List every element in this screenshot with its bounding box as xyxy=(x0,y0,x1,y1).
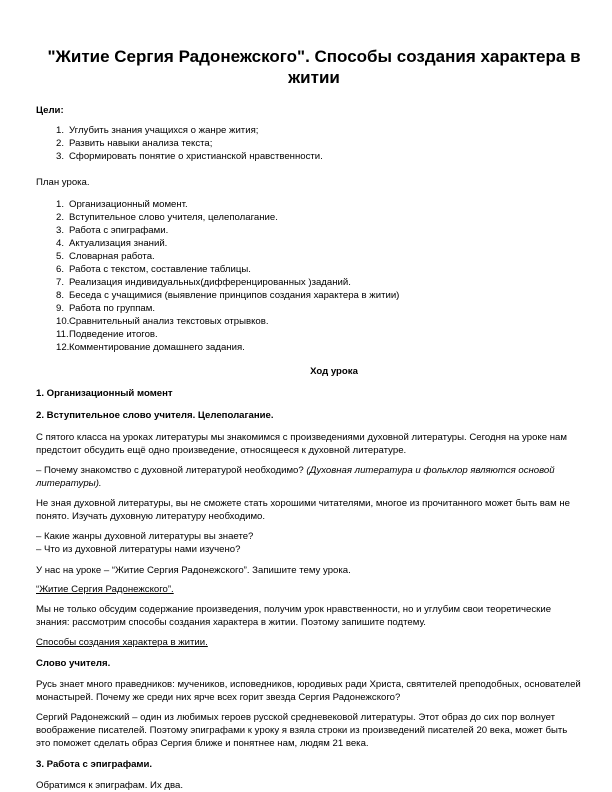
list-item-text: Работа по группам. xyxy=(69,303,156,314)
list-item-number: 1. xyxy=(56,199,65,210)
list-item-text: Организационный момент. xyxy=(69,199,188,210)
list-item-number: 3. xyxy=(56,151,65,162)
paragraph xyxy=(36,464,582,490)
list-item-number: 7. xyxy=(56,277,65,288)
list-item-number: 4. xyxy=(56,238,65,249)
list-item xyxy=(36,224,582,237)
list-item xyxy=(36,328,582,341)
paragraph: С пятого класса на уроках литературы мы знакомимся с произведениями духовной литературы. Сегодня на уроке нам предстоит обсудить ещё одно произведение, относящееся к духовной литературе. xyxy=(36,432,567,456)
list-item xyxy=(36,263,582,276)
list-item-text: Работа с текстом, составление таблицы. xyxy=(69,264,251,275)
list-item-number: 9. xyxy=(56,303,65,314)
lesson-topic: “Житие Сергия Радонежского”. xyxy=(36,584,174,595)
list-item-number: 6. xyxy=(56,264,65,275)
list-item xyxy=(36,289,582,302)
list-item xyxy=(36,211,582,224)
list-item-text: Работа с эпиграфами. xyxy=(69,225,169,236)
question-text: – Что из духовной литературы нами изучено? xyxy=(36,544,241,555)
paragraph: Обратимся к эпиграфам. Их два. xyxy=(36,780,184,791)
list-item xyxy=(36,302,582,315)
list-item-text: Актуализация знаний. xyxy=(69,238,168,249)
list-item-number: 10. xyxy=(56,316,70,327)
list-item-text: Сформировать понятие о христианской нравственности. xyxy=(69,151,323,162)
document-page xyxy=(36,46,582,792)
paragraph: Сергий Радонежский – один из любимых героев русской средневековой литературы. Этот образ до сих пор волнует воображение писателей. Поэтому эпиграфами к уроку я взяла строки из произведений писателей 20 века, может быть это поможет сделать образ Сергия ближе и понятнее нам, людям 21 века. xyxy=(36,712,568,749)
plan-label: План урока. xyxy=(36,177,90,188)
lesson-subtopic: Способы создания характера в житии. xyxy=(36,637,208,648)
section-heading: 3. Работа с эпиграфами. xyxy=(36,759,153,770)
list-item-text: Развить навыки анализа текста; xyxy=(69,138,213,149)
goals-label: Цели: xyxy=(36,105,64,116)
paragraph: Мы не только обсудим содержание произведения, получим урок нравственности, но и углубим свои теоретические знания: рассмотрим способы создания характера в житии. Поэтому запишите подтему. xyxy=(36,604,552,628)
document-title: "Житие Сергия Радонежского". Способы создания характера в житии xyxy=(47,47,581,87)
answer-text: (Духовная литература и фольклор являются основой литературы). xyxy=(36,465,555,489)
question-text: – Почему знакомство с духовной литературой необходимо? xyxy=(36,465,307,476)
list-item xyxy=(36,124,582,137)
list-item-text: Вступительное слово учителя, целеполагание. xyxy=(69,212,278,223)
list-item-text: Словарная работа. xyxy=(69,251,155,262)
goals-list xyxy=(36,124,582,163)
list-item xyxy=(36,237,582,250)
list-item-number: 1. xyxy=(56,125,65,136)
list-item xyxy=(36,276,582,289)
course-heading: Ход урока xyxy=(310,366,358,377)
paragraph: У нас на уроке – “Житие Сергия Радонежского”. Запишите тему урока. xyxy=(36,565,351,576)
section-heading: 2. Вступительное слово учителя. Целеполагание. xyxy=(36,410,274,421)
list-item-text: Углубить знания учащихся о жанре жития; xyxy=(69,125,259,136)
list-item-number: 12. xyxy=(56,342,70,353)
list-item xyxy=(36,341,582,354)
list-item xyxy=(36,250,582,263)
list-item-text: Реализация индивидуальных(дифференцированных )заданий. xyxy=(69,277,351,288)
list-item-number: 5. xyxy=(56,251,65,262)
list-item xyxy=(36,198,582,211)
list-item-number: 11. xyxy=(56,329,69,340)
list-item xyxy=(36,315,582,328)
list-item-text: Комментирование домашнего задания. xyxy=(69,342,245,353)
list-item-number: 3. xyxy=(56,225,65,236)
plan-list xyxy=(36,198,582,354)
paragraph: Русь знает много праведников: мучеников, исповедников, юродивых ради Христа, святителей преподобных, основателей монастырей. Почему же среди них ярче всех горит звезда Сергия Радонежского? xyxy=(36,679,581,703)
list-item-number: 2. xyxy=(56,212,65,223)
list-item-text: Сравнительный анализ текстовых отрывков. xyxy=(69,316,269,327)
section-heading: 1. Организационный момент xyxy=(36,388,173,399)
list-item xyxy=(36,137,582,150)
list-item-text: Подведение итогов. xyxy=(69,329,158,340)
paragraph: Не зная духовной литературы, вы не сможете стать хорошими читателями, многое из прочитанного может быть вам не понято. Изучать духовную литературу необходимо. xyxy=(36,498,570,522)
section-heading: Слово учителя. xyxy=(36,658,111,669)
list-item-number: 8. xyxy=(56,290,65,301)
list-item-text: Беседа с учащимися (выявление принципов создания характера в житии) xyxy=(69,290,400,301)
list-item xyxy=(36,150,582,163)
list-item-number: 2. xyxy=(56,138,65,149)
question-text: – Какие жанры духовной литературы вы знаете? xyxy=(36,531,254,542)
